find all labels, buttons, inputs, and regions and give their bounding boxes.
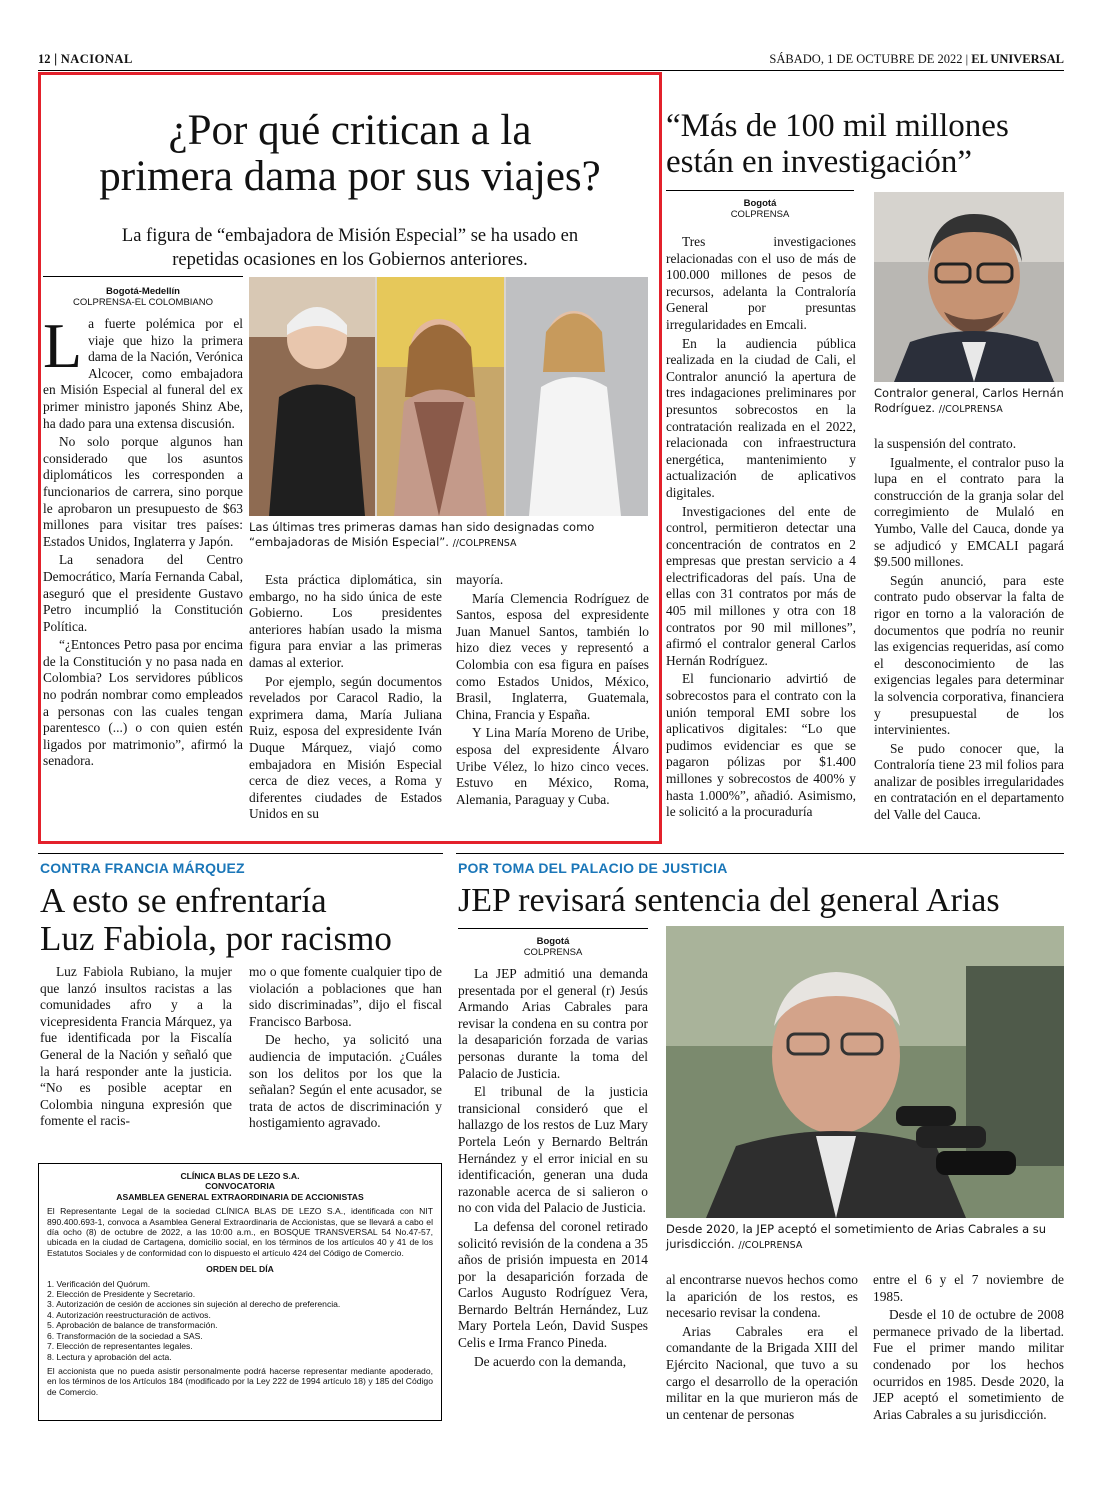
story2-headline bbox=[666, 108, 1066, 180]
story1-subtitle-line2: repetidas ocasiones en los Gobiernos anteriores. bbox=[172, 250, 528, 270]
story1-byline bbox=[43, 276, 243, 308]
story4-byline bbox=[458, 928, 648, 958]
story4-byline-agency: COLPRENSA bbox=[523, 947, 583, 958]
section-name: NACIONAL bbox=[60, 52, 133, 66]
header-right: SÁBADO, 1 DE OCTUBRE DE 2022 | EL UNIVERSAL bbox=[769, 52, 1064, 66]
story4-col2-para1: Arias Cabrales era el comandante de la Brigada XIII del Ejército Nacional, que tuvo a su cargo el desarrollo de la operación militar en la que murieron más de un centenar de personas bbox=[666, 1323, 858, 1422]
story2-col2 bbox=[874, 436, 1064, 826]
ad-agenda-item: 8. Lectura y aprobación del acta. bbox=[47, 1351, 172, 1362]
story1-byline-city: Bogotá-Medellín bbox=[106, 286, 180, 297]
story3-kicker: CONTRA FRANCIA MÁRQUEZ bbox=[40, 860, 245, 876]
story2-headline-line2: están en investigación” bbox=[666, 144, 973, 180]
story4-col1-para4: De acuerdo con la demanda, bbox=[474, 1353, 627, 1369]
header-divider: | bbox=[53, 52, 61, 66]
story1-col1-para4: “¿Entonces Petro pasa por encima de la Constitución y no pasa nada en Colombia? Los servidores públicos no podrán nombrar como empleados a personas con las cuales tengan parentesco (...) o con quien estén ligados por matrimonio”, afirmó la senadora. bbox=[43, 637, 243, 769]
story2-caption-text: Contralor general, Carlos Hernán Rodríguez. bbox=[874, 386, 1064, 415]
story4-col2 bbox=[666, 1272, 858, 1425]
story2-col2-para1: Igualmente, el contralor puso la lupa en el contrato para la construcción de la granja solar del corregimiento de Mulaló en Yumbo, Valle del Cauca, donde ya se adjudicó y EMCALI pagará $9.500 millones. bbox=[874, 454, 1064, 570]
ad-agenda-item: 4. Autorización reestructuración de activos. bbox=[47, 1309, 211, 1320]
story1-col3-para1: María Clemencia Rodríguez de Santos, esposa del expresidente Juan Manuel Santos, también lo hizo diez veces y representó a Colombia con esa figura en países como Estados Unidos, México, Brasil, Inglaterra, Guatemala, China, Francia y España. bbox=[456, 590, 649, 722]
story2-col1-para2: En la audiencia pública realizada en la ciudad de Cali, el Contralor anunció la apertura de tres indagaciones preliminares por presuntos sobrecostos en la contratación realizada en el 2022, relacionada con infraestructura energética, mantenimiento y actualización de aplicativos digitales. bbox=[666, 335, 856, 500]
story4-caption-credit: //COLPRENSA bbox=[738, 1240, 803, 1251]
story1-byline-agency: COLPRENSA-EL COLOMBIANO bbox=[72, 297, 214, 308]
issue-date: SÁBADO, 1 DE OCTUBRE DE 2022 bbox=[769, 52, 963, 66]
story1-subtitle-line1: La figura de “embajadora de Misión Especial” se ha usado en bbox=[121, 226, 579, 246]
ad-agenda-title: ORDEN DEL DÍA bbox=[206, 1264, 274, 1275]
story2-col2-para3: Se pudo conocer que, la Contraloría tiene 23 mil folios para analizar de posibles irregularidades en contratación en el departamento del Valle del Cauca. bbox=[874, 740, 1064, 823]
story4-kicker: POR TOMA DEL PALACIO DE JUSTICIA bbox=[458, 860, 728, 876]
story1-col2 bbox=[249, 572, 442, 825]
legal-notice-ad bbox=[38, 1163, 442, 1421]
story3-col2-para1: De hecho, ya solicitó una audiencia de imputación. ¿Cuáles son los delitos por los que la señalan? Según el ente acusador, se trata de actos de discriminación y hostigamiento agravado. bbox=[249, 1032, 442, 1131]
story4-headline: JEP revisará sentencia del general Arias bbox=[458, 882, 1000, 919]
story3-col2 bbox=[249, 964, 442, 1134]
story1-caption-text: Las últimas tres primeras damas han sido designadas como “embajadoras de Misión Especial”. bbox=[249, 520, 595, 549]
story4-col3-para0: entre el 6 y el 7 noviembre de 1985. bbox=[873, 1272, 1064, 1304]
story1-col3-para2: Y Lina María Moreno de Uribe, esposa del expresidente Álvaro Uribe Vélez, lo hizo cinco veces. Estuvo en México, Roma, Alemania, Paraguay y Cuba. bbox=[456, 725, 649, 807]
ad-agenda-item: 1. Verificación del Quórum. bbox=[47, 1278, 151, 1289]
story4-byline-city: Bogotá bbox=[536, 936, 570, 947]
ad-convocatoria: CONVOCATORIA bbox=[205, 1181, 275, 1192]
story4-col1-para3: La defensa del coronel retirado solicitó revisión de la condena a 35 años de prisión impuesta en 2014 por la desaparición forzada de Carlos Augusto Rodríguez Vera, Bernardo Beltrán Hernández, Luz Mary Portela León, David Suspes Celis e Irma Franco Pineda. bbox=[458, 1218, 648, 1351]
ad-company: CLÍNICA BLAS DE LEZO S.A. bbox=[180, 1171, 300, 1181]
story2-col1-para4: El funcionario advirtió de sobrecostos para el contrato con la unión temporal EMI sobre los aplicativos digitales: “Lo que pudimos evidenciar es que se pagaron pólizas por $1.400 millones y sobrecostos de 400% y hasta 1.000%”, añadió. Asimismo, le solicitó a la procuraduría bbox=[666, 671, 856, 820]
story1-col1-para1: La fuerte polémica por el viaje que hizo la primera dama de la Nación, Verónica Alcocer, como embajadora en Misión Especial al funeral del ex primer ministro japonés Shinz Abe, ha dado para una extensa discusión. bbox=[43, 310, 243, 431]
story1-caption-credit: //COLPRENSA bbox=[452, 538, 517, 549]
story2-byline-city: Bogotá bbox=[743, 198, 777, 209]
story4-col3-para1: Desde el 10 de octubre de 2008 permanece privado de la libertad. Fue el primer mando militar condenado por los hechos ocurridos en 1985. Desde 2020, la JEP aceptó el sometimiento de Arias Cabrales a su jurisdicción. bbox=[873, 1307, 1064, 1422]
ad-agenda-list bbox=[47, 1279, 433, 1362]
ad-agenda-item: 6. Transformación de la sociedad a SAS. bbox=[47, 1330, 203, 1341]
story4-col1 bbox=[458, 966, 648, 1372]
story2-caption-credit: //COLPRENSA bbox=[938, 404, 1003, 415]
header-rule bbox=[38, 70, 1064, 71]
story3-headline-line2: Luz Fabiola, por racismo bbox=[40, 919, 392, 958]
story1-col1-para3: La senadora del Centro Democrático, María Fernanda Cabal, aseguró que el presidente Gustavo Petro incumplió la Constitución Política. bbox=[43, 552, 243, 634]
page-header bbox=[38, 52, 1064, 72]
section-rule-left bbox=[38, 853, 443, 854]
story2-col1-para1: Tres investigaciones relacionadas con el uso de más de 100.000 millones de pesos de recursos, adelanta la Contraloría General por presuntas irregularidades en Emcali. bbox=[666, 234, 856, 332]
story4-col1-para1: La JEP admitió una demanda presentada por el general (r) Jesús Armando Arias Cabrales para revisar la condena en su contra por la desaparición forzada de varias personas durante la toma del Palacio de Justicia. bbox=[458, 966, 648, 1081]
story2-byline bbox=[666, 190, 854, 220]
story2-photo-caption bbox=[874, 386, 1064, 417]
story1-col3-para0: mayoría. bbox=[456, 572, 504, 587]
story1-photo-caption bbox=[249, 520, 649, 551]
story4-caption-text: Desde 2020, la JEP aceptó el sometimiento de Arias Cabrales a su jurisdicción. bbox=[666, 1222, 1047, 1251]
story2-headline-line1: “Más de 100 mil millones bbox=[666, 108, 1009, 144]
story4-col2-para0: al encontrarse nuevos hechos como la aparición de los restos, es necesario revisar la condena. bbox=[666, 1272, 858, 1321]
dropcap-letter: L bbox=[43, 310, 83, 381]
story2-col1 bbox=[666, 234, 856, 823]
ad-agenda-item: 5. Aprobación de balance de transformación. bbox=[47, 1320, 218, 1331]
story3-col1-para1: Luz Fabiola Rubiano, la mujer que lanzó insultos racistas a las comunidades afro y a la vicepresidenta Francia Márquez, ya fue identificada por la Fiscalía General de la Nación y señaló que la hará responder ante la justicia. “No es posible aceptar en Colombia ninguna expresión que fomente el racis- bbox=[40, 964, 232, 1129]
story1-subtitle bbox=[44, 224, 656, 272]
first-ladies-photo bbox=[249, 277, 648, 516]
contralor-photo bbox=[874, 192, 1064, 382]
story2-byline-agency: COLPRENSA bbox=[730, 209, 790, 220]
story1-col1 bbox=[43, 310, 243, 772]
story1-headline-line1: ¿Por qué critican a la bbox=[168, 107, 532, 154]
story1-col2-para2: Por ejemplo, según documentos revelados por Caracol Radio, la exprimera dama, María Juliana Ruiz, esposa del expresidente Iván Duque Márquez, viajó como embajadora en Misión Especial cerca de diez veces, a Roma y diferentes ciudades de Estados Unidos en su bbox=[249, 673, 442, 822]
ad-body: El Representante Legal de la sociedad CLÍNICA BLAS DE LEZO S.A., identificada con NIT 890.400.693-1, convoca a Asamblea General Extraordinaria de Accionistas, que se llevará a cabo el día ocho (8) de octubre de 2022, a las 10:00 a.m., en BOSQUE TRANSVERSAL 54 No.47-57, ubicada en la ciudad de Cartagena, domicilio social, en los términos de los artículos 40 y 41 de los Estatutos Sociales y de conformidad con lo dispuesto el artículo 424 del Código de Comercio. bbox=[47, 1206, 433, 1258]
story2-col2-para2: Según anunció, para este contrato pudo observar la falta de rigor en torno a la valoración de documentos que podría no reunir las exigencias requeridas, así como el desconocimiento de las exigencias legales para determinar la solvencia corporativa, financiera y presupuestal de los intervinientes. bbox=[874, 572, 1064, 738]
story1-col1-para2: No solo porque algunos han considerado que los asuntos diplomáticos les corresponden a funcionarios de carrera, sino porque le aprobaron un presupuesto de $63 millones para visitar tres países: Estados Unidos, Inglaterra y Japón. bbox=[43, 434, 243, 549]
story3-headline bbox=[40, 882, 444, 958]
story1-col2-para1: Esta práctica diplomática, sin embargo, no ha sido única de este Gobierno. Los presidentes anteriores habían usado la misma figura para enviar a las primeras damas al exterior. bbox=[249, 572, 442, 670]
story3-col2-para0: mo o que fomente cualquier tipo de violación a poblaciones que han sido discriminadas”, dijo el fiscal Francisco Barbosa. bbox=[249, 964, 442, 1029]
ad-footer: El accionista que no pueda asistir personalmente podrá hacerse representar mediante apoderado, en los términos de los Artículos 184 (modificado por la Ley 222 de 1994 artículo 18) y 185 del Código de Comercio. bbox=[47, 1365, 433, 1397]
section-rule-right bbox=[456, 853, 1064, 854]
contralor-illustration bbox=[874, 192, 1064, 382]
ad-agenda-item: 3. Autorización de cesión de acciones sin sujeción al derecho de preferencia. bbox=[47, 1299, 341, 1310]
story2-col1-para3: Investigaciones del ente de control, permitieron detectar una concentración de contratos en 2 empresas que prestan servicio a 4 electrificadoras del país. Una de ellas con 31 contratos por más de 405 mil millones y otra con 18 contratos por 90 mil millones”, afirmó el contralor general Carlos Hernán Rodríguez. bbox=[666, 503, 856, 668]
story4-col1-para2: El tribunal de la justicia transicional consideró que el hallazgo de los restos de Luz Mary Portela León y Bernardo Beltrán Hernández y el error inicial en su identificación, generan una duda razonable acerca de si salieron o no con vida del Palacio de Justicia. bbox=[458, 1084, 648, 1216]
story1-col3 bbox=[456, 572, 649, 810]
story1-headline-line2: primera dama por sus viajes? bbox=[99, 153, 601, 200]
ad-agenda-item: 7. Elección de representantes legales. bbox=[47, 1341, 193, 1352]
story1-headline bbox=[44, 108, 656, 200]
newspaper-name: EL UNIVERSAL bbox=[971, 52, 1064, 66]
story3-headline-line1: A esto se enfrentaría bbox=[40, 881, 327, 920]
story3-col1 bbox=[40, 964, 232, 1132]
general-arias-illustration bbox=[666, 926, 1064, 1218]
story4-photo-caption bbox=[666, 1222, 1064, 1253]
page-number: 12 bbox=[38, 52, 51, 66]
ad-assembly: ASAMBLEA GENERAL EXTRAORDINARIA DE ACCIONISTAS bbox=[116, 1191, 364, 1202]
first-ladies-illustration bbox=[249, 277, 648, 516]
story4-col3 bbox=[873, 1272, 1064, 1425]
ad-agenda-item: 2. Elección de Presidente y Secretario. bbox=[47, 1289, 196, 1300]
story2-col2-para0: la suspensión del contrato. bbox=[874, 436, 1017, 451]
general-arias-photo bbox=[666, 926, 1064, 1218]
